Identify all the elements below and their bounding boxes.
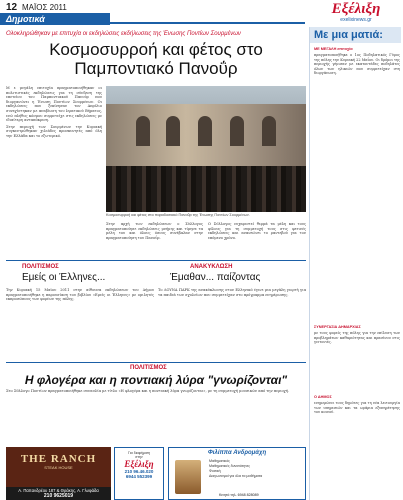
issue-date: ΜΑΪΟΣ 2011 — [22, 3, 67, 12]
ranch-phone: 210 9625019 — [43, 493, 74, 499]
tutor-subject: Μαθηματικός — [209, 459, 230, 463]
tutor-phone: Κινητό τηλ. 6948 828089 — [219, 493, 259, 497]
ranch-address-bar — [6, 487, 111, 500]
tutor-subject: Φυσική — [209, 469, 221, 473]
logo-name: Εξέλιξη — [331, 1, 381, 17]
ranch-advertisement — [6, 447, 111, 500]
lead-column-2 — [106, 222, 203, 258]
header-rule — [110, 22, 305, 24]
sidebar-item-title: ΣΥΝΕΡΓΑΣΙΑ ΔΗΜΑΡΧΙΑΣ — [314, 325, 361, 329]
lead-column-3 — [208, 222, 306, 258]
tutor-title: Φιλίππα Ανδρομάχη — [207, 450, 267, 456]
tutor-subjects — [209, 459, 305, 479]
ranch-tagline: STEAK HOUSE — [44, 465, 73, 470]
photo-caption: Κοσμοσυρροή και φέτος στο παραδοσιακό Πανοΰρ της Ένωσης Ποντίων Σουρμένων. — [106, 213, 250, 217]
left-story-body — [6, 288, 154, 368]
publication-logo — [312, 2, 400, 24]
right-story-title: Έμαθαν... παίζοντας — [170, 272, 261, 283]
lead-photo — [106, 86, 306, 212]
sidebar-at-a-glance — [309, 27, 401, 500]
right-story-paragraph: Το ΛΟΥΝΑ ΠΑΡΚ της ανακύκλωσης στον Ελληνικό έγινε μια μεγάλη γιορτή για τα παιδιά των σχολείων που συμμετείχαν στο πρόγραμμα ενημέρωσης. — [158, 288, 306, 297]
books-image — [175, 460, 201, 494]
feature-label: ΠΟΛΙΤΙΣΜΟΣ — [130, 365, 167, 371]
sidebar-item-text: ενημερώνει τους δημότες για τη νέα λειτουργία των υπηρεσιών και τα ωράρια εξυπηρέτησης του κοινού. — [314, 401, 400, 414]
ranch-address: Α. Παπανδρέου 187 & Θράκης, Α. Γλυφάδα — [18, 488, 99, 493]
divider — [6, 260, 306, 261]
feature-title: Η φλογέρα και η ποντιακή λύρα "γνωρίζονται" — [24, 373, 288, 387]
ranch-name: THE RANCH — [20, 453, 97, 465]
right-story-label: ΑΝΑΚΥΚΛΩΣΗ — [190, 264, 233, 270]
feature-body — [6, 389, 306, 444]
lead-kicker: Ολοκληρώθηκαν με επιτυχία οι εκδηλώσεις εκδήλωσεις της Ένωσης Ποντίων Σουρμένων — [6, 31, 241, 37]
page-number: 12 — [6, 2, 18, 13]
tutor-subject: Διαγωνισμοί για όλα τα μαθήματα — [209, 474, 263, 478]
sidebar-item-text: με τους φορείς της πόλης για την επίλυση των προβλημάτων καθαριότητας και πρασίνου στις γειτονιές. — [314, 331, 400, 344]
lead-column-1 — [6, 86, 102, 254]
feature-paragraph: Στο Σύλλογο Ποντίων πραγματοποιήθηκε συναυλία με τίτλο «Η φλογέρα και η ποντιακή λύρα γνωρίζονται», με τη συμμετοχή μουσικών από την περιοχή. — [6, 389, 290, 393]
lead-paragraph: Στην αρχή των εκδηλώσεων ο Σύλλογος πραγματοποίησε εκδηλώσεις μνήμης και τίμησε τα μέλη του και όλους όσους συνέβαλαν στην πραγματοποίηση του Πανοΰρ. — [106, 222, 203, 240]
left-story-title: Εμείς οι Έλληνες... — [22, 272, 106, 283]
lead-headline: Κοσμοσυρροή και φέτος στο Παμποντιακό Πανοΰρ — [49, 40, 263, 78]
exel-name: Εξέλιξη — [124, 459, 154, 469]
lead-paragraph: Ο Σύλλογος ευχαριστεί θερμά τα μέλη και τους φίλους για τη συμμετοχή τους στις φετινές εκδηλώσεις και ανανεώνει το ραντεβού για τον επόμενο χρόνο. — [208, 222, 306, 240]
right-story-body — [158, 288, 306, 368]
tutor-subject: Μαθηματικές δυνατότητες — [209, 464, 250, 468]
logo-subtitle: exelixinews.gr — [340, 17, 372, 23]
lead-paragraph: Μ ε μεγάλη επιτυχία πραγματοποιήθηκαν οι πολιτιστικές εκδηλώσεις για τη σύνδεση της επετείου του Παμποντιακού Πανοΰρ που διοργανώνει η Ένωση Ποντίων Σουρμένων. Οι εκδηλώσεις που ξεκίνησαν τον Απρίλιο συνεχίστηκαν με αναβίωση του Ιερατικού Βήματος, ενώ πλήθος κόσμου συμμετείχε στις εκδηλώσεις με ιδιαίτερη ανταπόκριση. — [6, 86, 102, 123]
sidebar-item-text: πραγματοποιήθηκε ο 1ος Ποδηλατικός Γύρος της πόλης την Κυριακή 22 Μαΐου. Οι δρόμοι της περιοχής γέμισαν με εκατοντάδες ποδηλάτες όλων των ηλικιών που συμμετείχαν στη διοργάνωση. — [314, 53, 400, 75]
exel-line2: στην — [135, 455, 143, 459]
tutor-advertisement — [168, 447, 306, 500]
exelixi-advertisement — [114, 447, 164, 500]
sidebar-item-title: Ο ΔΗΜΟΣ — [314, 395, 332, 399]
left-story-paragraph: Την Κυριακή 15 Μαΐου 2011 στην αίθουσα εκδηλώσεων του Δήμου πραγματοποιήθηκε η παρουσίαση του βιβλίου «Εμείς οι Έλληνες» με ομιλητές εκπροσώπους των φορέων της πόλης. — [6, 288, 154, 302]
exel-line1: Για διαφήμιση — [128, 451, 150, 455]
section-label: Δημοτικά — [0, 13, 110, 25]
sidebar-item-title: ΜΕ ΜΕΓΑΛΗ επιτυχία — [314, 47, 353, 51]
exel-phone2: 6944 552399 — [125, 474, 153, 479]
left-story-label: ΠΟΛΙΤΙΣΜΟΣ — [22, 264, 59, 270]
sidebar-title: Με μια ματιά: — [310, 27, 401, 43]
lead-paragraph: Στην περιοχή των Σουρμένων την Κυριακή συγκεντρώθηκαν χιλιάδες προσκυνητές από όλη την Ελλάδα και το εξωτερικό. — [6, 124, 102, 138]
divider — [6, 362, 306, 363]
exel-phone1: 210 96.46.020 — [124, 469, 154, 474]
